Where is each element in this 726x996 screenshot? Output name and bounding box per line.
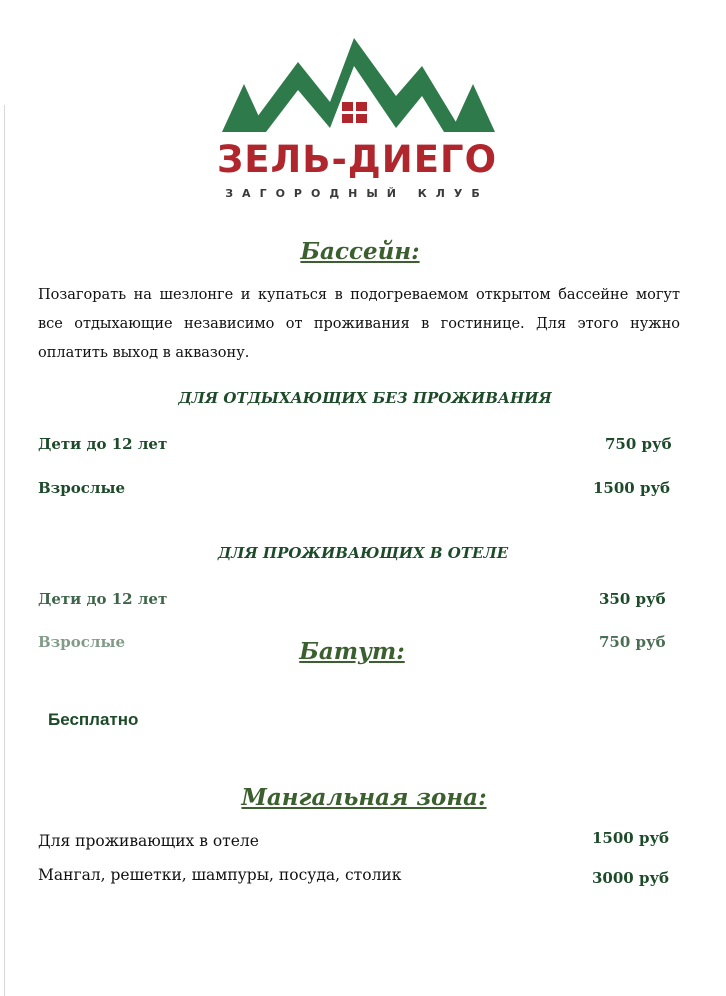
non-guests-heading: ДЛЯ ОТДЫХАЮЩИХ БЕЗ ПРОЖИВАНИЯ <box>178 389 552 407</box>
guests-adults-price: 750 руб <box>599 633 666 651</box>
pool-title: Бассейн: <box>300 238 420 265</box>
non-guests-children-label: Дети до 12 лет <box>38 435 168 453</box>
guests-heading: ДЛЯ ПРОЖИВАЮЩИХ В ОТЕЛЕ <box>217 544 509 562</box>
grill-equipment-price: 3000 руб <box>592 869 670 887</box>
club-tagline: ЗАГОРОДНЫЙ КЛУБ <box>225 187 489 200</box>
mountains-and-trees-icon <box>218 36 498 136</box>
non-guests-children-price: 750 руб <box>605 435 672 453</box>
guests-adults-label: Взрослые <box>38 633 126 651</box>
grill-title: Мангальная зона: <box>241 784 487 811</box>
club-name: ЗЕЛЬ-ДИЕГО <box>216 138 498 181</box>
grill-guests-label: Для проживающих в отеле <box>38 832 259 850</box>
grill-equipment-label: Мангал, решетки, шампуры, посуда, столик <box>38 866 402 884</box>
trampoline-price: Бесплатно <box>48 710 139 729</box>
guests-children-label: Дети до 12 лет <box>38 590 168 608</box>
non-guests-adults-price: 1500 руб <box>593 479 671 497</box>
non-guests-adults-label: Взрослые <box>38 479 126 497</box>
pool-description: Позагорать на шезлонге и купаться в подогреваемом открытом бассейне могут все отдыхающие независимо от проживания в гостинице. Для этого нужно оплатить выход в аквазону. <box>38 287 680 361</box>
guests-children-price: 350 руб <box>599 590 666 608</box>
grill-guests-price: 1500 руб <box>592 829 670 847</box>
trampoline-title: Батут: <box>299 638 405 665</box>
